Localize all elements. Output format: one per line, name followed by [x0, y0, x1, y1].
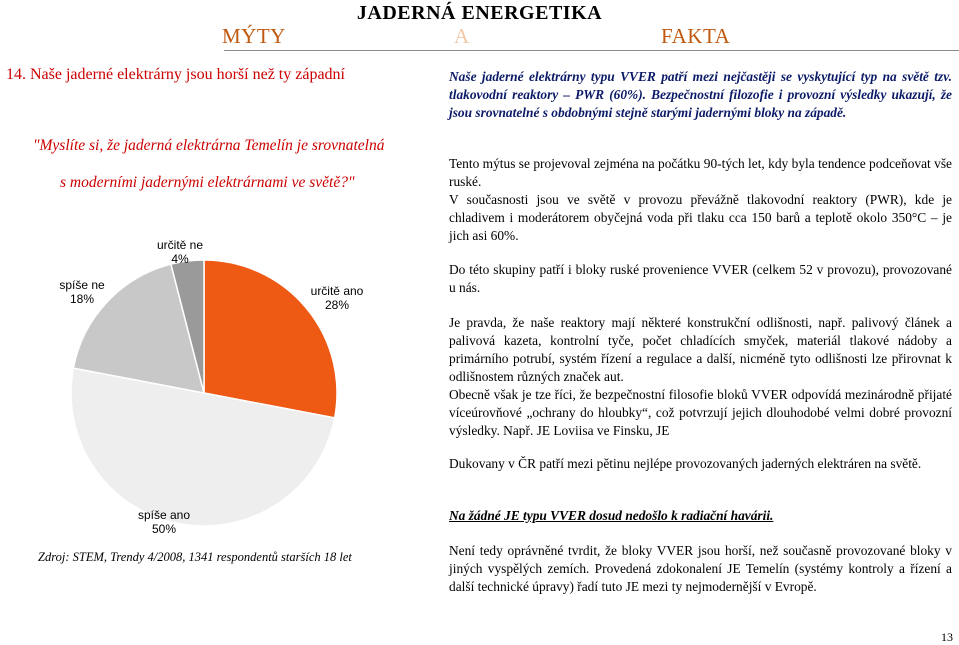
myth-heading: 14. Naše jaderné elektrárny jsou horší než ty západní — [6, 66, 345, 83]
paragraph: Je pravda, že naše reaktory mají některé konstrukční odlišnosti, např. palivový článek a palivová kazeta, kontrolní tyče, počet chladících smyček, materiál tlakové nádoby a primárního potrubí, systém řízení a regulace a další, nicméně tyto odlišnosti lze přirovnat k odlišnostem různých značek aut. — [449, 315, 952, 384]
header-facts: FAKTA — [661, 24, 731, 48]
chart-source: Zdroj: STEM, Trendy 4/2008, 1341 respondentů starších 18 let — [38, 550, 352, 564]
page-number: 13 — [941, 630, 953, 644]
document-title: JADERNÁ ENERGETIKA — [356, 2, 603, 24]
paragraph: Obecně však je tze říci, že bezpečnostní filosofie bloků VVER odpovídá mezinárodně přijaté víceúrovňové „ochrany do hloubky“, což potvrzují jejich dlouhodobé velmi dobré provozní výsledky. Např. JE Loviisa ve Finsku, JE — [449, 387, 952, 438]
pie-label-urcite-ano: určitě ano 28% — [310, 284, 364, 312]
pie-label-spise-ne: spíše ne 18% — [59, 278, 105, 306]
pie-label-spise-ano: spíše ano 50% — [137, 508, 191, 536]
pie-label-urcite-ne: určitě ne 4% — [156, 238, 204, 266]
paragraph: Není tedy oprávněné tvrdit, že bloky VVER jsou horší, než současně provozované bloky v jiných vyspělých zemích. Provedená zdokonalení JE Temelín (systémy kontroly a řízení a další technické úpravy) řadí tuto JE mezi ty nejmodernější v Evropě. — [449, 543, 952, 594]
survey-question-line1: "Myslíte si, že jaderná elektrárna Temelín je srovnatelná — [33, 137, 385, 154]
header-myths: MÝTY — [222, 24, 286, 48]
body-text-block1 — [449, 155, 952, 245]
fact-summary: Naše jaderné elektrárny typu VVER patří mezi nejčastěji se vyskytující typ na světě tzv. tlakovodní reaktory – PWR (60%). Bezpečnostní filozofie i provozní výsledky ukazují, že jsou srovnatelné s obdobnými stejně starými jadernými bloky na západě. — [449, 69, 952, 120]
header-divider — [224, 50, 959, 51]
paragraph: Dukovany v ČR patří mezi pětinu nejlépe provozovaných jaderných elektráren na světě. — [449, 456, 922, 471]
body-text-block2 — [449, 314, 952, 440]
survey-question-line2: s moderními jadernými elektrárnami ve světě?" — [60, 174, 355, 191]
paragraph: Tento mýtus se projevoval zejména na počátku 90-tých let, kdy byla tendence podceňovat vše ruské. — [449, 156, 952, 189]
paragraph-emphasis: Na žádné JE typu VVER dosud nedošlo k radiační havárii. — [449, 508, 774, 523]
paragraph: Do této skupiny patří i bloky ruské provenience VVER (celkem 52 v provozu), provozované u nás. — [449, 262, 952, 295]
paragraph: V současnosti jsou ve světě v provozu převážně tlakovodní reaktory (PWR), kde je chladivem i moderátorem obyčejná voda při tlaku cca 150 barů a teplotě okolo 350°C – je jich asi 60%. — [449, 192, 952, 243]
header-and: A — [454, 24, 470, 48]
